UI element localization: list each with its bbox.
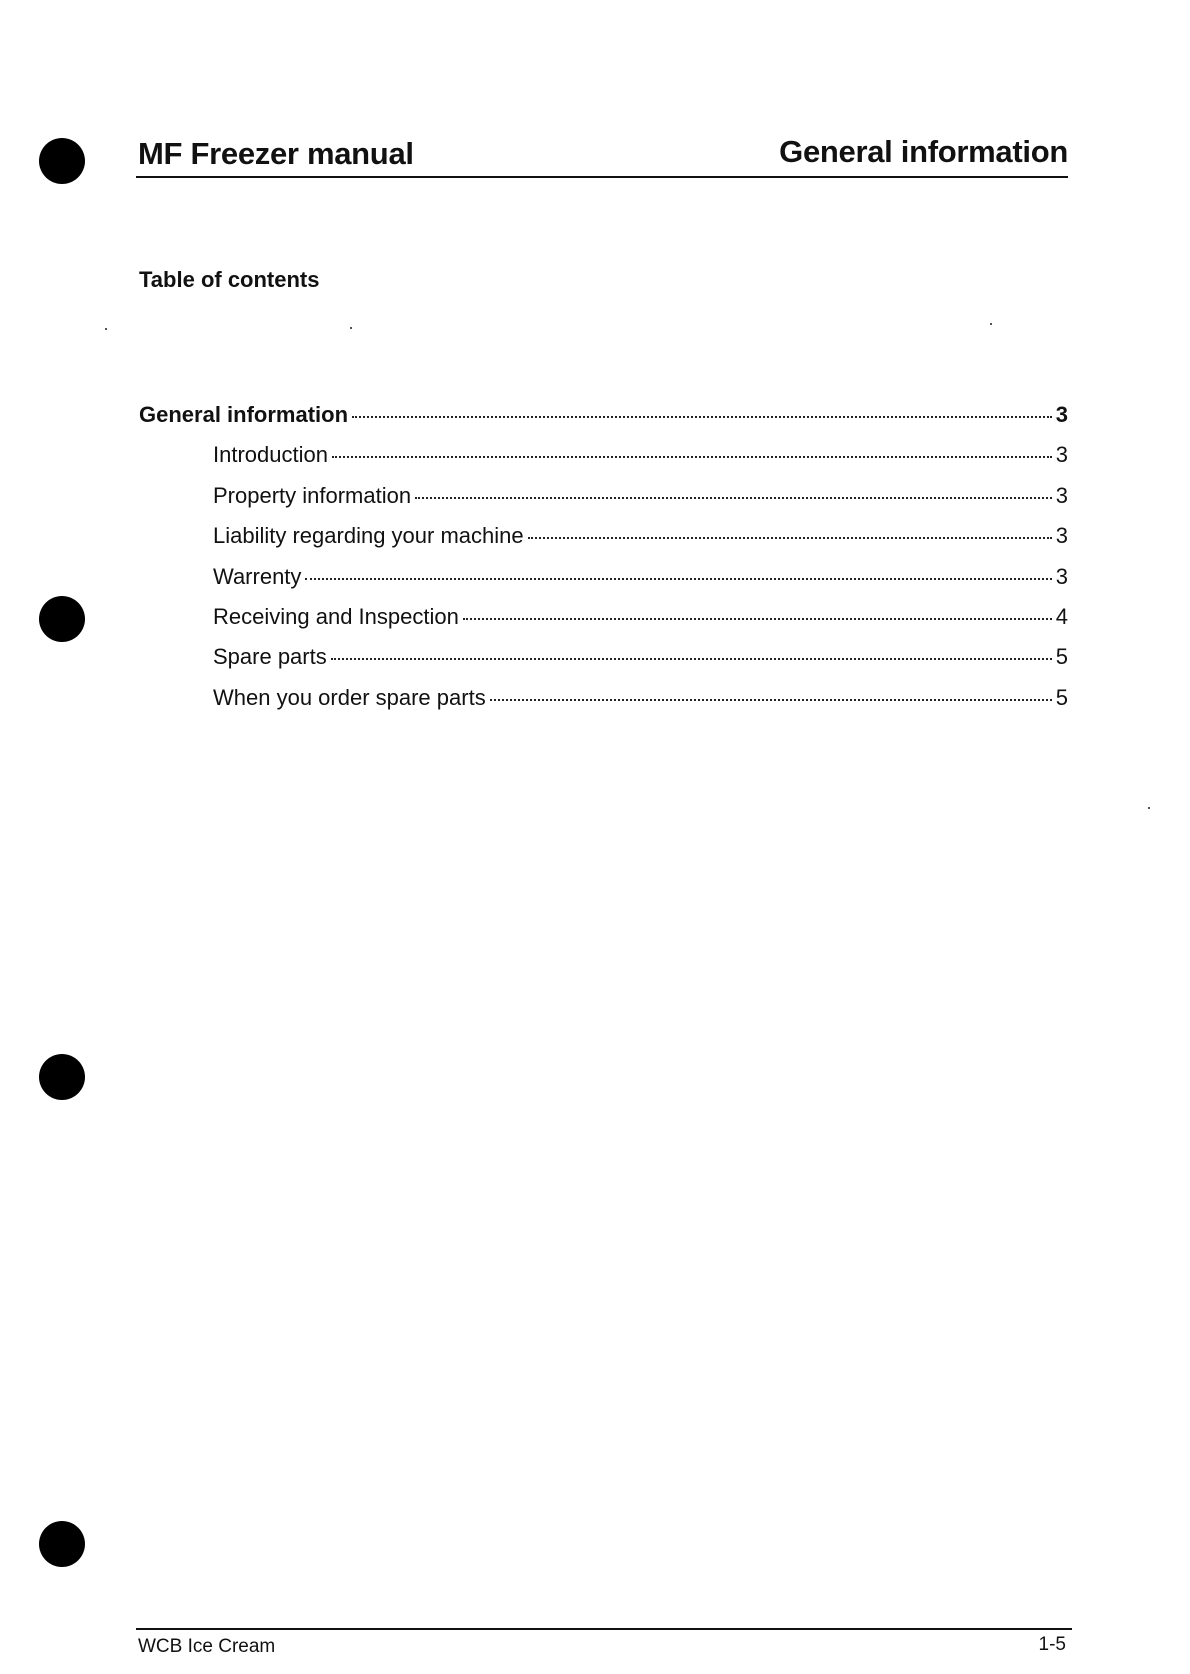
toc-entry-page-number: 5 xyxy=(1055,685,1068,710)
toc-entry[interactable] xyxy=(213,564,1068,594)
toc-dot-leader xyxy=(332,456,1052,458)
toc-dot-leader xyxy=(490,699,1052,701)
toc-entry-page-number: 3 xyxy=(1055,402,1068,427)
footer-company: WCB Ice Cream xyxy=(138,1636,276,1657)
toc-dot-leader xyxy=(305,578,1051,580)
toc-entry-label: Introduction xyxy=(213,442,328,467)
toc-entry-page-number: 3 xyxy=(1055,442,1068,467)
section-title: General information xyxy=(779,134,1068,169)
toc-entry-page-number: 5 xyxy=(1055,644,1068,669)
manual-title: MF Freezer manual xyxy=(138,136,414,171)
toc-entry[interactable] xyxy=(213,483,1068,513)
toc-entry-label: Liability regarding your machine xyxy=(213,523,524,548)
toc-dot-leader xyxy=(415,497,1052,499)
toc-dot-leader xyxy=(528,537,1052,539)
toc-dot-leader xyxy=(331,658,1052,660)
toc-entry-page-number: 4 xyxy=(1055,604,1068,629)
toc-entry-label: Property information xyxy=(213,483,412,508)
toc-entry[interactable] xyxy=(213,523,1068,553)
toc-entry-label: Warrenty xyxy=(213,564,302,589)
footer-page-number: 1-5 xyxy=(1038,1634,1066,1655)
toc-entry[interactable] xyxy=(139,402,1068,432)
page-footer xyxy=(136,1628,1072,1657)
toc-entry[interactable] xyxy=(213,442,1068,472)
toc-entry[interactable] xyxy=(213,604,1068,634)
toc-entry-page-number: 3 xyxy=(1055,483,1068,508)
toc-entry[interactable] xyxy=(213,644,1068,674)
toc-dot-leader xyxy=(463,618,1052,620)
toc-entry-page-number: 3 xyxy=(1055,564,1068,589)
toc-heading: Table of contents xyxy=(139,267,320,292)
toc-dot-leader xyxy=(352,416,1052,418)
toc-entry-label: When you order spare parts xyxy=(213,685,486,710)
toc-entry[interactable] xyxy=(213,685,1068,715)
toc-entry-label: General information xyxy=(139,402,349,427)
toc-entry-label: Receiving and Inspection xyxy=(213,604,459,629)
toc-entry-page-number: 3 xyxy=(1055,523,1068,548)
toc-entry-label: Spare parts xyxy=(213,644,327,669)
